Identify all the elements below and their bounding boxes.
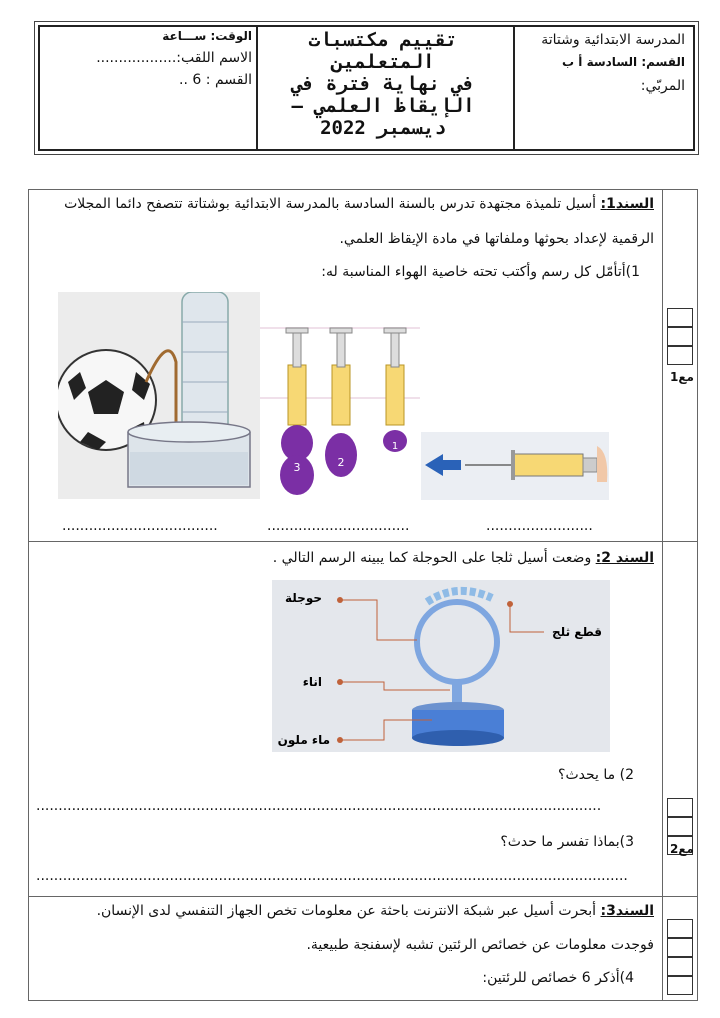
score-box[interactable] [667, 308, 693, 327]
s2-text: وضعت أسيل ثلجا على الحوجلة كما يبينه الرسم التالي . [272, 550, 592, 566]
answer-line-q3[interactable]: ..................................................................................................................................... [36, 868, 628, 884]
score-box[interactable] [667, 976, 693, 995]
title-line: في نهاية فترة في [291, 73, 475, 95]
section-separator [28, 896, 698, 897]
section-separator [28, 541, 698, 542]
exam-title [258, 29, 508, 139]
teacher-label: المربّي: [640, 78, 685, 94]
s1-line2: الرقمية لإعداد بحوثها وملفاتها في مادة الإيقاظ العلمي. [339, 231, 654, 247]
question-4: 4)أذكر 6 خصائص للرئتين: [482, 970, 634, 986]
score-box[interactable] [667, 938, 693, 957]
label-water: ماء ملون [277, 733, 330, 747]
time-label: الوقت: ســـاعة [162, 29, 252, 43]
label-flask: حوجلة [285, 591, 322, 605]
ball-bottle-image [58, 292, 260, 499]
s2-label: السند 2: [595, 550, 654, 566]
s1-text-1: أسيل تلميذة مجتهدة تدرس بالسنة السادسة بالمدرسة الابتدائية بوشتاتة تتصفح دائما المجلات [64, 196, 597, 212]
s3-line1 [40, 901, 654, 921]
s1-label: السند1: [600, 196, 654, 212]
title-line: ديسمبر 2022 [320, 117, 446, 139]
s3-text-1: أبحرت أسيل عبر شبكة الانترنت باحثة عن معلومات تخص الجهاز التنفسي لدى الإنسان. [96, 903, 597, 919]
score-box[interactable] [667, 327, 693, 346]
section-label: القسم: السادسة أ ب [562, 55, 685, 69]
score-box[interactable] [667, 919, 693, 938]
score-box[interactable] [667, 798, 693, 817]
score-box[interactable] [667, 346, 693, 365]
question-2: 2) ما يحدث؟ [558, 767, 634, 783]
answer-line-q2[interactable]: ............................................................................................................................... [36, 798, 602, 814]
title-line: المتعلمين [331, 51, 435, 73]
criterion-1-label: مع1 [670, 370, 694, 384]
question-3: 3)بماذا تفسر ما حدث؟ [500, 834, 634, 850]
question-1: 1)أتأمّل كل رسم وأكتب تحته خاصية الهواء المناسبة له: [321, 264, 640, 280]
criterion-2-label: مع2 [670, 842, 694, 856]
syringes-balloons-image [260, 325, 420, 500]
score-box[interactable] [667, 817, 693, 836]
answer-blank-right[interactable]: ........................ [486, 518, 593, 534]
flask-ice-diagram [272, 580, 610, 752]
name-field: الاسم اللقب:.................. [96, 50, 252, 66]
balloon-number: 2 [337, 456, 345, 469]
balloon-number: 3 [293, 461, 301, 474]
title-line: تقييم مكتسبات [308, 29, 458, 51]
class-field: القسم : 6 .. [179, 72, 252, 88]
s3-label: السند3: [600, 903, 654, 919]
label-ice: قطع ثلج [552, 625, 602, 639]
score-box[interactable] [667, 957, 693, 976]
s1-line1 [40, 194, 654, 214]
header-divider [513, 27, 515, 149]
syringe-compression-image [421, 432, 609, 500]
s2-line [40, 548, 654, 568]
answer-blank-left[interactable]: ................................... [62, 518, 218, 534]
balloon-number: 1 [391, 441, 399, 452]
s3-line2: فوجدت معلومات عن خصائص الرئتين تشبه لإسفنجة طبيعية. [306, 937, 654, 953]
school-name: المدرسة الابتدائية وشتاتة [541, 32, 685, 48]
label-vessel: اناء [302, 675, 322, 689]
answer-blank-middle[interactable]: ................................ [267, 518, 410, 534]
title-line: الإيقاظ العلمي – [291, 95, 475, 117]
